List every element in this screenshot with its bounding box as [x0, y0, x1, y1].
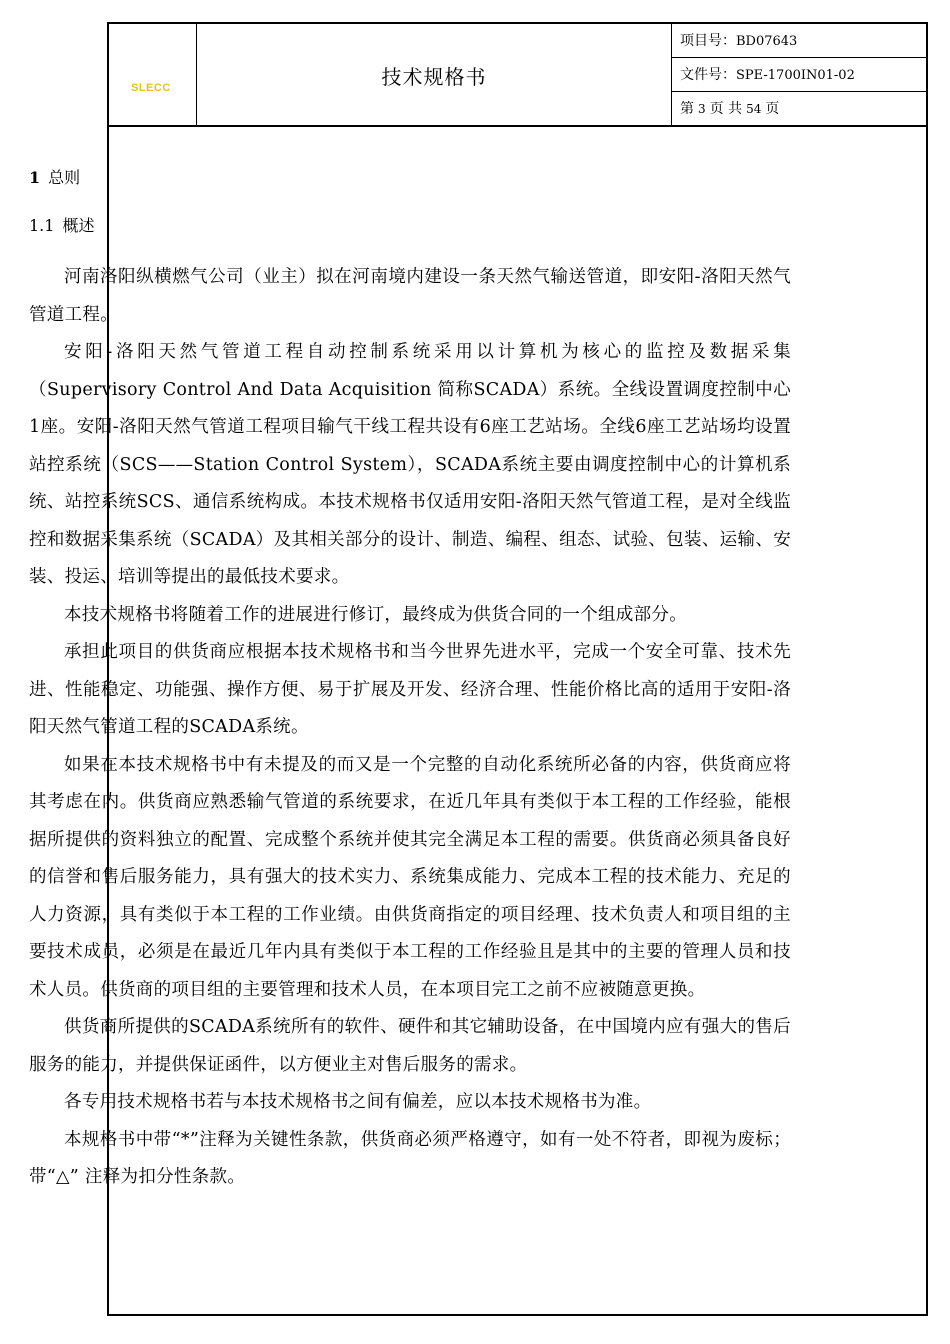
- paragraph: 本规格书中带“*”注释为关键性条款，供货商必须严格遵守，如有一处不符者，即视为废标；带“△” 注释为扣分性条款。: [29, 1129, 791, 1187]
- logo-cell: [109, 24, 197, 125]
- project-number-row: [672, 24, 928, 58]
- title-cell: [197, 24, 672, 125]
- section-number: 1: [29, 168, 41, 187]
- paragraph: 各专用技术规格书若与本技术规格书之间有偏差，应以本技术规格书为准。: [64, 1092, 652, 1112]
- subsection-title: 概述: [62, 216, 95, 235]
- file-number-label: 文件号：: [680, 67, 736, 83]
- subsection-number: 1.1: [29, 216, 55, 235]
- section-heading-1: [29, 165, 791, 191]
- paragraph: 承担此项目的供货商应根据本技术规格书和当今世界先进水平，完成一个安全可靠、技术先进、性能稳定、功能强、操作方便、易于扩展及开发、经济合理、性能价格比高的适用于安阳-洛阳天然气管道工程的SCADA系统。: [29, 642, 791, 737]
- file-number-row: [672, 58, 928, 92]
- paragraph: 安阳-洛阳天然气管道工程自动控制系统采用以计算机为核心的监控及数据采集（Supervisory Control And Data Acquisition 简称SCADA）系统。全线设置调度控制中心1座。安阳-洛阳天然气管道工程项目输气干线工程共设有6座工艺站场。全线6座工艺站场均设置站控系统（SCS——Station Control System），SCADA系统主要由调度控制中心的计算机系统、站控系统SCS、通信系统构成。本技术规格书仅适用安阳-洛阳天然气管道工程，是对全线监控和数据采集系统（SCADA）及其相关部分的设计、制造、编程、组态、试验、包装、运输、安装、投运、培训等提出的最低技术要求。: [29, 342, 791, 587]
- company-logo: SLECC: [131, 82, 171, 94]
- meta-cell: [672, 24, 928, 125]
- project-number-label: 项目号：: [680, 33, 736, 49]
- project-number: BD07643: [736, 34, 798, 49]
- page-mid: 页 共: [709, 101, 743, 117]
- section-title: 总则: [48, 168, 81, 187]
- paragraph: 河南洛阳纵横燃气公司（业主）拟在河南境内建设一条天然气输送管道，即安阳-洛阳天然气管道工程。: [29, 267, 791, 325]
- page-current: 3: [698, 102, 706, 116]
- page-number-row: [672, 92, 928, 125]
- section-heading-1-1: [29, 213, 791, 239]
- paragraph: 如果在本技术规格书中有未提及的而又是一个完整的自动化系统所必备的内容，供货商应将其考虑在内。供货商应熟悉输气管道的系统要求，在近几年具有类似于本工程的工作经验，能根据所提供的资料独立的配置、完成整个系统并使其完全满足本工程的需要。供货商必须具备良好的信誉和售后服务能力，具有强大的技术实力、系统集成能力、完成本工程的技术能力、充足的人力资源，具有类似于本工程的工作业绩。由供货商指定的项目经理、技术负责人和项目组的主要技术成员，必须是在最近几年内具有类似于本工程的工作经验且是其中的主要的管理人员和技术人员。供货商的项目组的主要管理和技术人员，在本项目完工之前不应被随意更换。: [29, 754, 791, 1000]
- file-number: SPE-1700IN01-02: [736, 68, 855, 83]
- document-header: [109, 24, 926, 127]
- paragraph: 本技术规格书将随着工作的进展进行修订，最终成为供货合同的一个组成部分。: [64, 604, 687, 625]
- page-total: 54: [746, 102, 762, 116]
- document-title: 技术规格书: [381, 65, 487, 89]
- document-body: [29, 165, 791, 1197]
- page-prefix: 第: [680, 101, 694, 117]
- page-suffix: 页: [765, 101, 780, 117]
- paragraph: 供货商所提供的SCADA系统所有的软件、硬件和其它辅助设备，在中国境内应有强大的售后服务的能力，并提供保证函件，以方便业主对售后服务的需求。: [29, 1017, 791, 1075]
